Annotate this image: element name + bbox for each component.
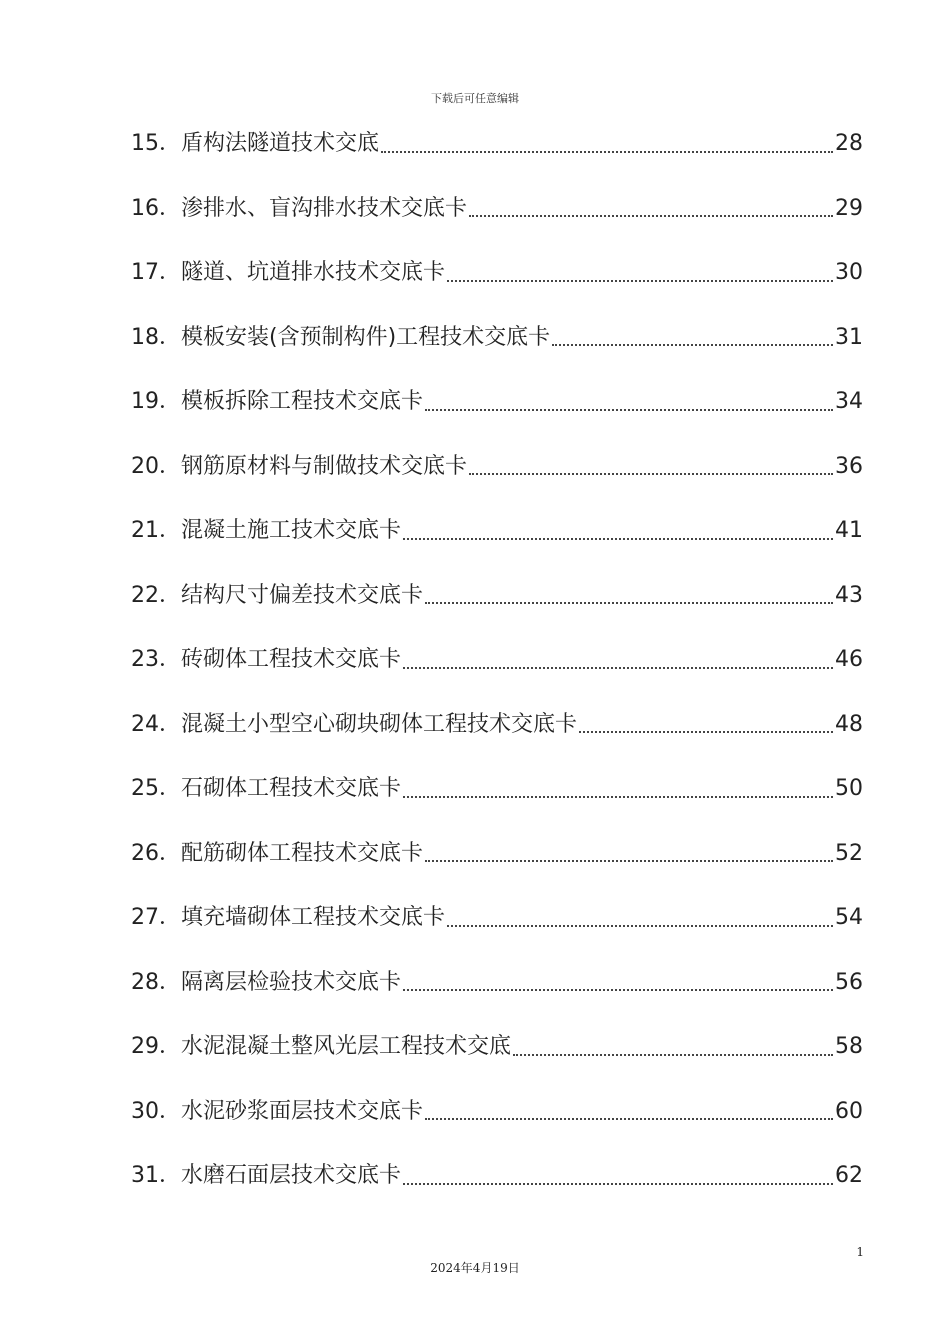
toc-entry-page: 48 <box>835 711 863 737</box>
dot-leader <box>469 461 833 475</box>
toc-entry-page: 52 <box>835 840 863 866</box>
toc-entry-number: 15． <box>131 131 181 157</box>
dot-leader <box>425 397 833 411</box>
dot-leader <box>552 332 833 346</box>
table-of-contents <box>131 112 863 1209</box>
toc-entry-page: 56 <box>835 969 863 995</box>
toc-entry-title: 隧道、坑道排水技术交底卡 <box>181 260 446 286</box>
toc-entry-title: 石砌体工程技术交底卡 <box>181 776 402 802</box>
toc-entry-number: 23． <box>131 647 181 673</box>
dot-leader <box>381 139 833 153</box>
toc-entry-page: 62 <box>835 1163 863 1189</box>
toc-entry-page: 41 <box>835 518 863 544</box>
dot-leader <box>579 719 833 733</box>
toc-entry[interactable] <box>131 757 863 822</box>
toc-entry-title: 钢筋原材料与制做技术交底卡 <box>181 453 468 479</box>
dot-leader <box>403 784 833 798</box>
toc-entry-title: 混凝土小型空心砌块砌体工程技术交底卡 <box>181 711 578 737</box>
toc-entry-number: 26． <box>131 840 181 866</box>
toc-entry-title: 填充墙砌体工程技术交底卡 <box>181 905 446 931</box>
toc-entry-number: 31． <box>131 1163 181 1189</box>
dot-leader <box>447 268 833 282</box>
dot-leader <box>513 1042 833 1056</box>
toc-entry[interactable] <box>131 886 863 951</box>
toc-entry-page: 58 <box>835 1034 863 1060</box>
dot-leader <box>403 526 833 540</box>
toc-entry-number: 29． <box>131 1034 181 1060</box>
toc-entry-number: 16． <box>131 195 181 221</box>
toc-entry[interactable] <box>131 1015 863 1080</box>
toc-entry[interactable] <box>131 693 863 758</box>
toc-entry-title: 水泥混凝土整风光层工程技术交底 <box>181 1034 512 1060</box>
toc-entry-page: 54 <box>835 905 863 931</box>
toc-entry[interactable] <box>131 1144 863 1209</box>
toc-entry-number: 30． <box>131 1098 181 1124</box>
toc-entry-title: 砖砌体工程技术交底卡 <box>181 647 402 673</box>
toc-entry-title: 模板拆除工程技术交底卡 <box>181 389 424 415</box>
toc-entry-page: 34 <box>835 389 863 415</box>
toc-entry-page: 36 <box>835 453 863 479</box>
dot-leader <box>447 913 833 927</box>
toc-entry-title: 渗排水、盲沟排水技术交底卡 <box>181 195 468 221</box>
toc-entry[interactable] <box>131 370 863 435</box>
dot-leader <box>403 1171 833 1185</box>
toc-entry-title: 配筋砌体工程技术交底卡 <box>181 840 424 866</box>
dot-leader <box>469 203 833 217</box>
toc-entry[interactable] <box>131 628 863 693</box>
toc-entry-title: 水泥砂浆面层技术交底卡 <box>181 1098 424 1124</box>
toc-entry-number: 22． <box>131 582 181 608</box>
toc-entry-page: 43 <box>835 582 863 608</box>
toc-entry-page: 29 <box>835 195 863 221</box>
toc-entry[interactable] <box>131 241 863 306</box>
toc-entry-number: 18． <box>131 324 181 350</box>
toc-entry-title: 混凝土施工技术交底卡 <box>181 518 402 544</box>
toc-entry-title: 结构尺寸偏差技术交底卡 <box>181 582 424 608</box>
toc-entry[interactable] <box>131 435 863 500</box>
toc-entry-title: 水磨石面层技术交底卡 <box>181 1163 402 1189</box>
dot-leader <box>425 1106 833 1120</box>
toc-entry[interactable] <box>131 112 863 177</box>
toc-entry-page: 30 <box>835 260 863 286</box>
toc-entry-number: 25． <box>131 776 181 802</box>
toc-entry[interactable] <box>131 499 863 564</box>
footer-date: 2024年4月19日 <box>430 1261 520 1275</box>
toc-entry-number: 24． <box>131 711 181 737</box>
toc-entry[interactable] <box>131 1080 863 1145</box>
toc-entry[interactable] <box>131 306 863 371</box>
toc-entry-number: 27． <box>131 905 181 931</box>
toc-entry[interactable] <box>131 951 863 1016</box>
toc-entry-title: 模板安装(含预制构件)工程技术交底卡 <box>181 324 551 350</box>
toc-entry-number: 17． <box>131 260 181 286</box>
dot-leader <box>403 655 833 669</box>
toc-entry-number: 19． <box>131 389 181 415</box>
toc-entry-number: 20． <box>131 453 181 479</box>
toc-entry-number: 28． <box>131 969 181 995</box>
toc-entry-page: 60 <box>835 1098 863 1124</box>
toc-entry-number: 21． <box>131 518 181 544</box>
dot-leader <box>425 590 833 604</box>
toc-entry[interactable] <box>131 822 863 887</box>
dot-leader <box>425 848 833 862</box>
dot-leader <box>403 977 833 991</box>
toc-entry-page: 28 <box>835 131 863 157</box>
toc-entry[interactable] <box>131 564 863 629</box>
toc-entry-page: 50 <box>835 776 863 802</box>
toc-entry-page: 31 <box>835 324 863 350</box>
toc-entry[interactable] <box>131 177 863 242</box>
toc-entry-page: 46 <box>835 647 863 673</box>
header-note: 下载后可任意编辑 <box>431 92 519 105</box>
toc-entry-title: 盾构法隧道技术交底 <box>181 131 380 157</box>
page-number: 1 <box>856 1245 864 1259</box>
toc-entry-title: 隔离层检验技术交底卡 <box>181 969 402 995</box>
